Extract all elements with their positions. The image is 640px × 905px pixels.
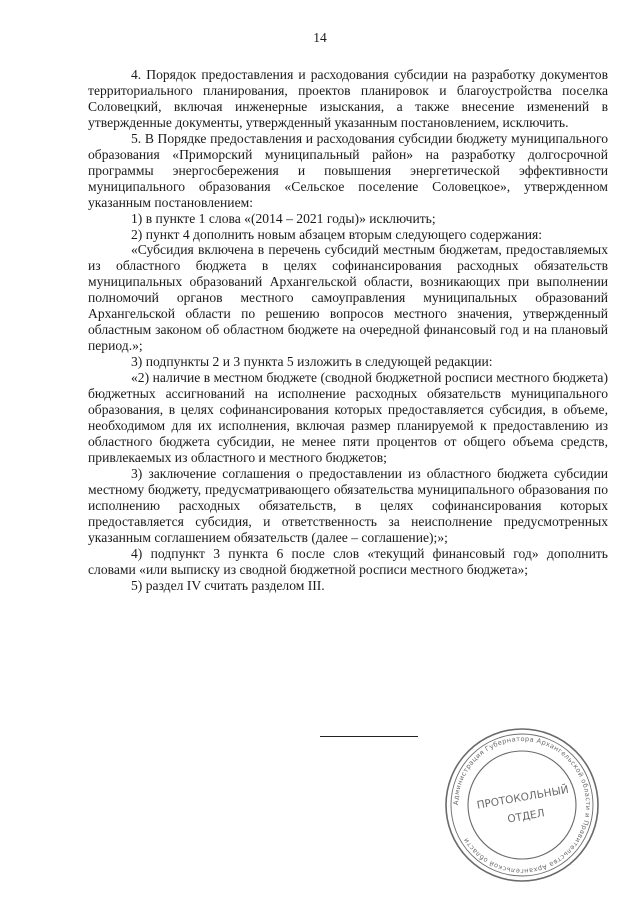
paragraph-quote-2: «2) наличие в местном бюджете (сводной бюджетной росписи местного бюджета) бюджетных ассигнований на исполнение расходных обязательств муниципального образования, в целях софинансирования которых предоставляется субсидия, в объеме, необходимом для их исполнения, включая размер планируемой к предоставлению из областного бюджета субсидии, не менее пяти процентов от общего объема средств, привлекаемых из областного и местного бюджетов; <box>88 370 608 465</box>
paragraph-subitem-1: 1) в пункте 1 слова «(2014 – 2021 годы)» исключить; <box>131 210 436 226</box>
protocol-department-stamp <box>442 725 602 885</box>
paragraph-item-5: 5. В Порядке предоставления и расходования субсидии бюджету муниципального образования «Приморский муниципальный район» на разработку долгосрочной программы энергосбережения и повышения энергетической эффективности муниципального образования «Сельское поселение Соловецкое», утвержденном указанным постановлением: <box>88 130 608 210</box>
paragraph-subitem-4: 4) подпункт 3 пункта 6 после слов «текущий финансовый год» дополнить словами «или выписку из сводной бюджетной росписи местного бюджета»; <box>88 545 608 577</box>
stamp-center-line-2: ОТДЕЛ <box>506 807 546 826</box>
stamp-center-line-1: ПРОТОКОЛЬНЫЙ <box>475 783 570 812</box>
paragraph-quote-3: 3) заключение соглашения о предоставлении из областного бюджета субсидии местному бюджету, предусматривающего обязательства муниципального образования по исполнению расходных обязательств, в целях софинансирования которых предоставляется субсидия, и ответственность за неисполнение предусмотренных указанным соглашением обязательств (далее – соглашение);»; <box>88 465 608 545</box>
page-number: 14 <box>313 30 327 45</box>
paragraph-subitem-2: 2) пункт 4 дополнить новым абзацем вторым следующего содержания: <box>131 226 543 242</box>
paragraph-subitem-3: 3) подпункты 2 и 3 пункта 5 изложить в следующей редакции: <box>131 354 493 370</box>
closing-rule <box>320 736 418 737</box>
document-body <box>88 67 608 593</box>
stamp-ring-text: Администрация Губернатора Архангельской области и Правительства Архангельской области <box>451 734 593 876</box>
svg-text:Администрация Губернатора Арха <box>452 735 592 875</box>
paragraph-subitem-5: 5) раздел IV считать разделом III. <box>131 577 325 593</box>
paragraph-quote-subsidy: «Субсидия включена в перечень субсидий местным бюджетам, предоставляемых из областного бюджета в целях софинансирования расходных обязательств муниципальных образований Архангельской области, возникающих при выполнении полномочий органов местного самоуправления муниципальных образований Архангельской области по решению вопросов местного значения, утвержденный областным законом об областном бюджете на очередной финансовый год и на плановый период.»; <box>88 242 608 354</box>
paragraph-item-4: 4. Порядок предоставления и расходования субсидии на разработку документов территориального планирования, проектов планировок и благоустройства поселка Соловецкий, включая инженерные изыскания, а также внесение изменений в утвержденные документы, утвержденный указанным постановлением, исключить. <box>88 67 608 130</box>
